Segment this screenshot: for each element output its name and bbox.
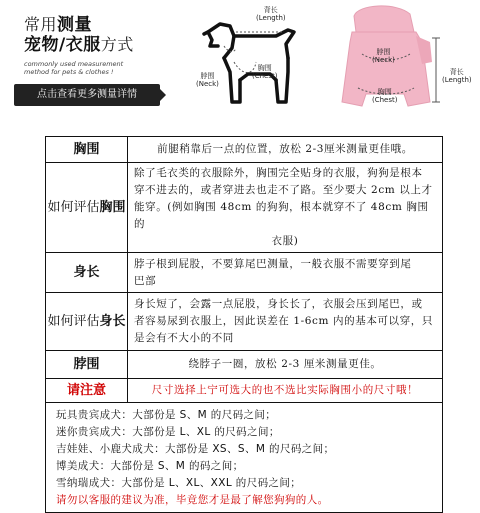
row-text: 脖子根到屁股，不要算尾巴测量，一般衣服不需要穿到尾 巴部 (128, 253, 443, 293)
table-row-warning (46, 379, 443, 403)
dog-chest-label: 胸围 (Chest) (252, 64, 278, 80)
row-text: 身长短了，会露一点屁股，身长长了，衣服会压到尾巴，或 者容易尿到衣服上，因此误差在 1-6cm 内的基本可以穿，只 是会有不大小的不同 (128, 293, 443, 351)
dog-measure-figure (190, 2, 312, 120)
list-item: 吉娃娃、小鹿犬成犬：大部份是 XS、S、M 的尺码之间； (56, 442, 335, 455)
table-row (46, 163, 443, 253)
title-text: 方式 (100, 35, 134, 54)
banner-subtitle-en: commonly used measurement method for pets & clothes ! (24, 60, 124, 76)
banner-title-line-1 (24, 16, 92, 34)
row-text: 前腿稍靠后一点的位置，放松 2-3厘米测量更佳哦。 (128, 137, 443, 163)
row-label: 如何评估身长 (46, 293, 128, 351)
row-text: 除了毛衣类的衣服除外，胸围完全贴身的衣服，狗狗是根本 穿不进去的，或者穿进去也走不了路。至少要大 2cm 以上才 能穿。(例如胸围 48cm 的狗狗，根本就穿不了 48cm 胸围的 衣服) (128, 163, 443, 253)
title-accent-text: 测量 (57, 15, 93, 35)
breed-size-notes (46, 403, 443, 513)
row-label: 脖围 (46, 351, 128, 379)
table-row (46, 351, 443, 379)
row-text: 尺寸选择上宁可选大的也不选比实际胸围小的尺寸哦！ (128, 379, 443, 403)
title-accent-text: 宠物/衣服 (24, 35, 101, 55)
cloth-neck-label: 脖围 (Neck) (372, 48, 395, 64)
table-row (46, 137, 443, 163)
clothing-measure-figure (318, 2, 470, 120)
view-more-button[interactable]: 点击查看更多测量详情 (14, 84, 160, 106)
row-text: 绕脖子一圈，放松 2-3 厘米测量更佳。 (128, 351, 443, 379)
warning-note: 请勿以客服的建议为准，毕竟您才是最了解您狗狗的人。 (56, 493, 329, 506)
cloth-chest-label: 胸围 (Chest) (372, 88, 398, 104)
table-row (46, 293, 443, 351)
table-row-notes (46, 403, 443, 513)
table-row (46, 253, 443, 293)
list-item: 玩具贵宾成犬：大部份是 S、M 的尺码之间； (56, 408, 277, 421)
row-label: 胸围 (46, 137, 128, 163)
cloth-back-label: 背长 (Length) (442, 68, 472, 84)
dog-neck-label: 脖围 (Neck) (196, 72, 219, 88)
measurement-guide-table (45, 136, 443, 513)
list-item: 博美成犬：大部份是 S、M 的码之间； (56, 459, 244, 472)
row-label: 身长 (46, 253, 128, 293)
banner-title-line-2 (24, 36, 134, 54)
list-item: 雪纳瑞成犬：大部份是 L、XL、XXL 的尺码之间； (56, 476, 302, 489)
row-label: 如何评估胸围 (46, 163, 128, 253)
list-item: 迷你贵宾成犬：大部份是 L、XL 的尺码之间； (56, 425, 280, 438)
title-text: 常用 (24, 15, 58, 34)
dog-back-label: 背长 (Length) (256, 6, 286, 22)
dog-outline-icon (190, 2, 312, 120)
banner-title-block (10, 12, 162, 110)
row-label: 请注意 (46, 379, 128, 403)
measurement-banner (10, 2, 470, 122)
